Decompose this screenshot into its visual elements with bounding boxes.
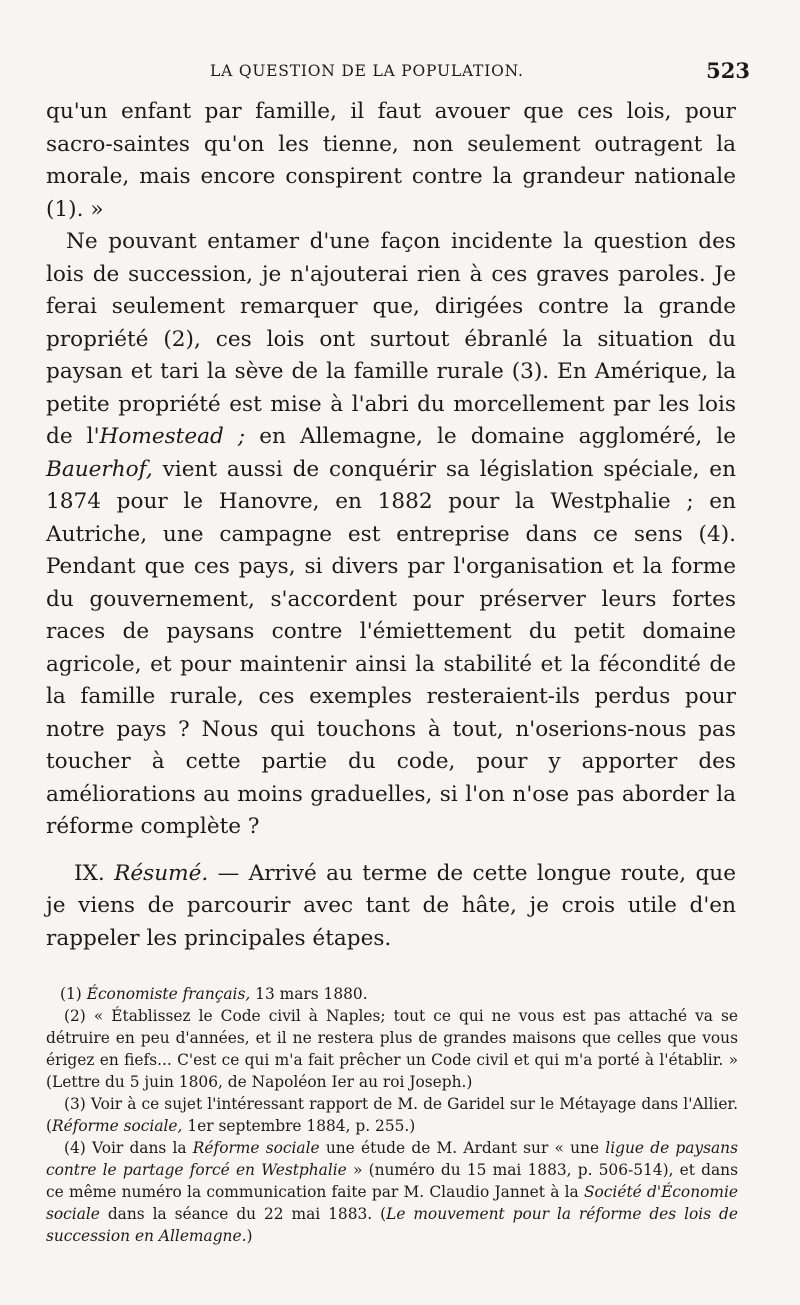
- text-run: 1er septembre 1884, p. 255.): [182, 1117, 416, 1135]
- text-run: dans la séance du 22 mai 1883. (: [99, 1205, 387, 1223]
- footnote-1: [46, 983, 738, 1005]
- footnote-emphasis: Économiste français,: [86, 985, 251, 1003]
- footnote-2: (2) « Établissez le Code civil à Naples; tout ce qui ne vous est pas attaché va se détruire en peu d'années, et il ne restera plus de grandes maisons que celles que vous érigez en fiefs... C'est ce qui m'a fait prêcher un Code civil et qui m'a porté à l'établir. » (Lettre du 5 juin 1806, de Napoléon Ier au roi Joseph.): [46, 1007, 738, 1091]
- text-run: 13 mars 1880.: [250, 985, 368, 1003]
- footnote-emphasis: ligue de paysans contre le partage forcé en Westphalie: [46, 1139, 738, 1179]
- page-number: 523: [706, 58, 750, 83]
- footnote-emphasis: Réforme sociale,: [52, 1117, 183, 1135]
- footnote-mark: (1): [60, 985, 87, 1003]
- text-run: une étude de M. Ardant sur « une: [319, 1139, 606, 1157]
- footnote-emphasis: Réforme sociale: [192, 1139, 320, 1157]
- main-text: [46, 96, 736, 955]
- paragraph-continuation: qu'un enfant par famille, il faut avouer que ces lois, pour sacro-saintes qu'on les tienne, non seulement outragent la morale, mais encore conspirent contre la grandeur nationale (1). »: [46, 99, 736, 222]
- section-text: — Arrivé au terme de cette longue route, que je viens de parcourir avec tant de hâte, je crois utile d'en rappeler les principales étapes.: [46, 860, 736, 951]
- text-run: (4) Voir dans la: [64, 1139, 193, 1157]
- page-header: [40, 58, 760, 88]
- footnote-emphasis: Société d'Économie sociale: [46, 1183, 738, 1223]
- footnote-4: [46, 1137, 738, 1247]
- section-title: Résumé.: [114, 860, 209, 886]
- text-run: ): [246, 1227, 253, 1245]
- footnote-emphasis: Le mouvement pour la réforme des lois de succession en Allemagne.: [46, 1205, 738, 1245]
- text-run: (3) Voir à ce sujet l'intéressant rapport de M. de Garidel sur le Métayage dans l'Allier. (: [46, 1095, 738, 1135]
- emphasis-bauerhof: Bauerhof,: [46, 456, 153, 482]
- text-run: Ne pouvant entamer d'une façon incidente la question des lois de succession, je n'ajouterai rien à ces graves paroles. Je ferai seulement remarquer que, dirigées contre la grande propriété (2), ces lois ont surtout ébranlé la situation du paysan et tari la sève de la famille rurale (3). En Amérique, la petite propriété est mise à l'abri du morcellement par les lois de l': [46, 229, 736, 449]
- text-run: en Allemagne, le domaine aggloméré, le: [245, 424, 736, 449]
- paragraph-succession-laws: [46, 226, 736, 844]
- footnote-3: [46, 1093, 738, 1137]
- text-run: » (numéro du 15 mai 1883, p. 506-514), et dans ce même numéro la communication faite par M. Claudio Jannet à la: [46, 1161, 738, 1201]
- section-number: IX.: [74, 860, 105, 886]
- emphasis-homestead: Homestead ;: [99, 424, 246, 449]
- footnotes: [46, 983, 738, 1247]
- section-summary: [46, 858, 736, 956]
- text-run: vient aussi de conquérir sa législation spéciale, en 1874 pour le Hanovre, en 1882 pour la Westphalie ; en Autriche, une campagne est entreprise dans ce sens (4). Pendant que ces pays, si divers par l'organisation et la forme du gouvernement, s'accordent pour préserver leurs fortes races de paysans contre l'émiettement du petit domaine agricole, et pour maintenir ainsi la stabilité et la fécondité de la famille rurale, ces exemples resteraient-ils perdus pour notre pays ? Nous qui touchons à tout, n'oserions-nous pas toucher à cette partie du code, pour y apporter des améliorations au moins graduelles, si l'on n'ose pas aborder la réforme complète ?: [46, 456, 736, 839]
- running-title: LA QUESTION DE LA POPULATION.: [210, 62, 524, 80]
